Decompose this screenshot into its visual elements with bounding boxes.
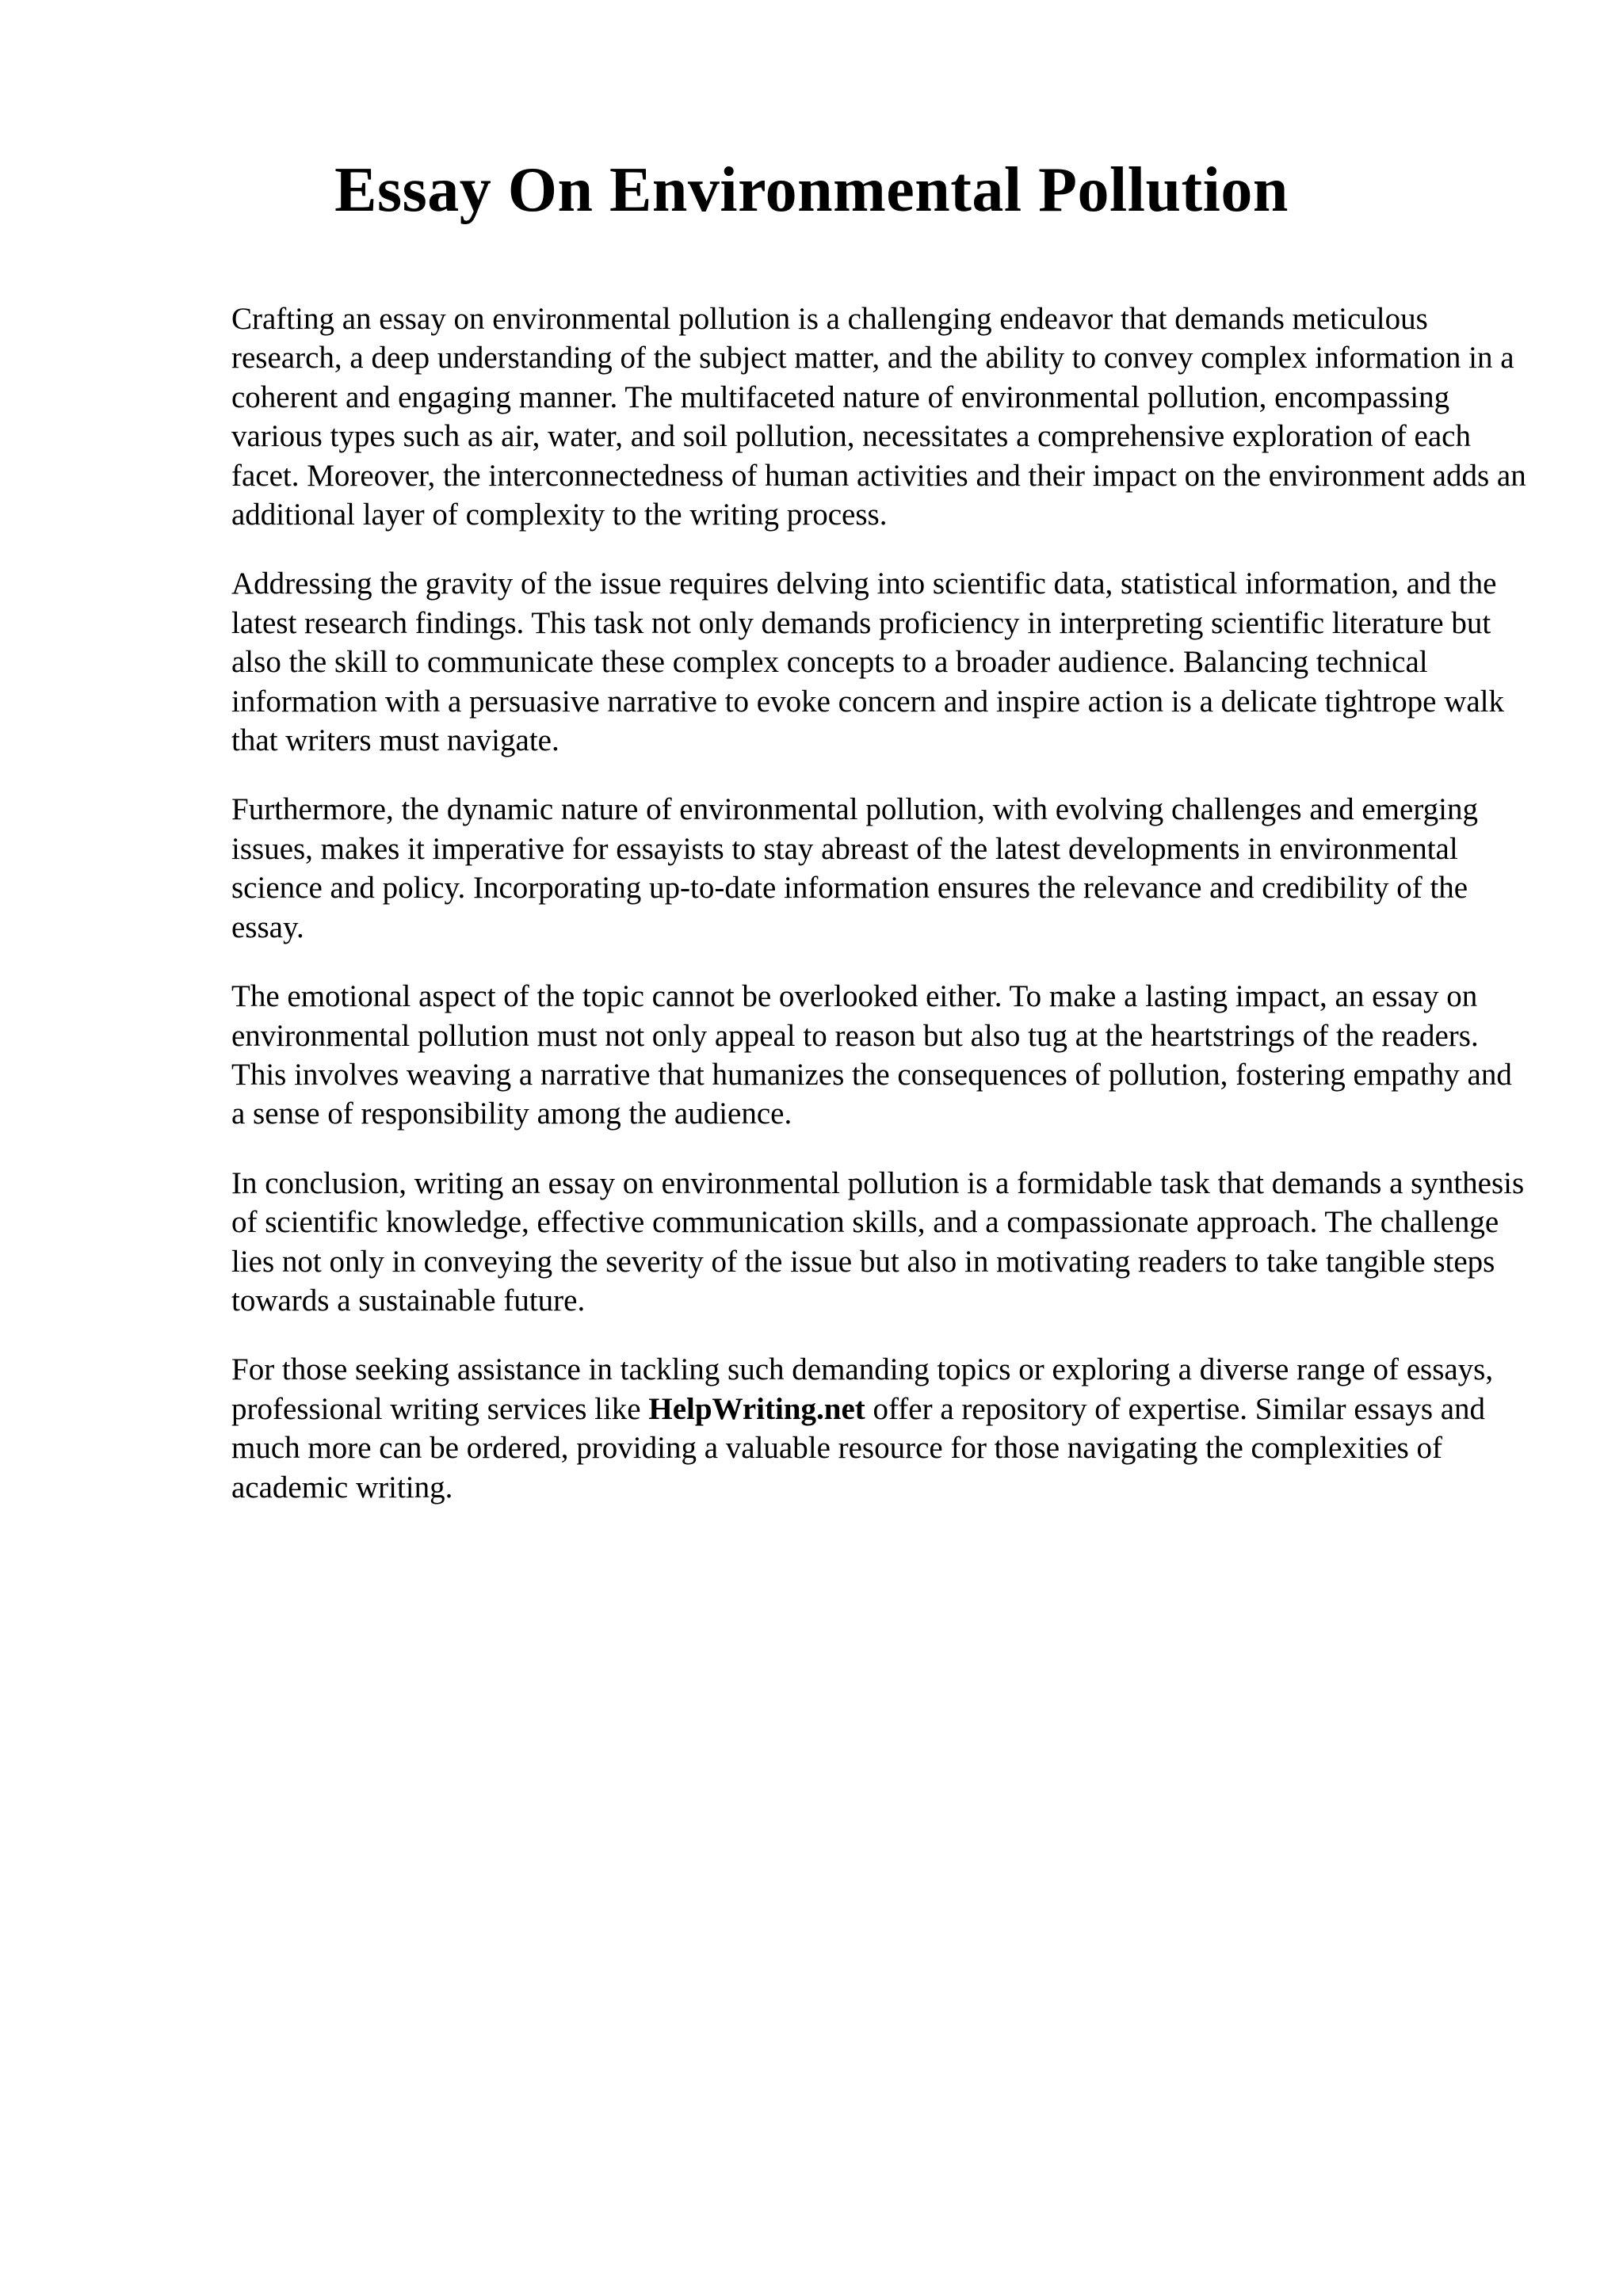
paragraph-2: Addressing the gravity of the issue requires delving into scientific data, statistical information, and the latest research findings. This task not only demands proficiency in interpreting scientific literature but also the skill to communicate these complex concepts to a broader audience. Balancing technical information with a persuasive narrative to evoke concern and inspire action is a delicate tightrope walk that writers must navigate. [231, 566, 1505, 758]
closing-text-before: For those seeking assistance in tackling such demanding topics or exploring a diverse range of essays, professional writing services like [231, 1352, 1494, 1426]
page-title: Essay On Environmental Pollution [334, 155, 1289, 225]
paragraph-3: Furthermore, the dynamic nature of environmental pollution, with evolving challenges and emerging issues, makes it imperative for essayists to stay abreast of the latest developments in environmental science and policy. Incorporating up-to-date information ensures the relevance and credibility of the essay. [231, 792, 1478, 944]
closing-text-after: offer a repository of expertise. Similar essays and much more can be ordered, providing a valuable resource for those navigating the complexities of academic writing. [231, 1391, 1486, 1505]
closing-paragraph [231, 1350, 1531, 1507]
paragraph-1: Crafting an essay on environmental pollution is a challenging endeavor that demands meticulous research, a deep understanding of the subject matter, and the ability to convey complex information in a coherent and engaging manner. The multifaceted nature of environmental pollution, encompassing various types such as air, water, and soil pollution, necessitates a comprehensive exploration of each facet. Moreover, the interconnectedness of human activities and their impact on the environment adds an additional layer of complexity to the writing process. [231, 302, 1526, 532]
essay-body [231, 299, 1531, 1537]
paragraph-5: In conclusion, writing an essay on environmental pollution is a formidable task that demands a synthesis of scientific knowledge, effective communication skills, and a compassionate approach. The challenge lies not only in conveying the severity of the issue but also in motivating readers to take tangible steps towards a sustainable future. [231, 1165, 1525, 1318]
brand-name: HelpWriting.net [648, 1391, 865, 1426]
paragraph-4: The emotional aspect of the topic cannot be overlooked either. To make a lasting impact, an essay on environmental pollution must not only appeal to reason but also tug at the heartstrings of the readers. This involves weaving a narrative that humanizes the consequences of pollution, fostering empathy and a sense of responsibility among the audience. [231, 979, 1512, 1131]
